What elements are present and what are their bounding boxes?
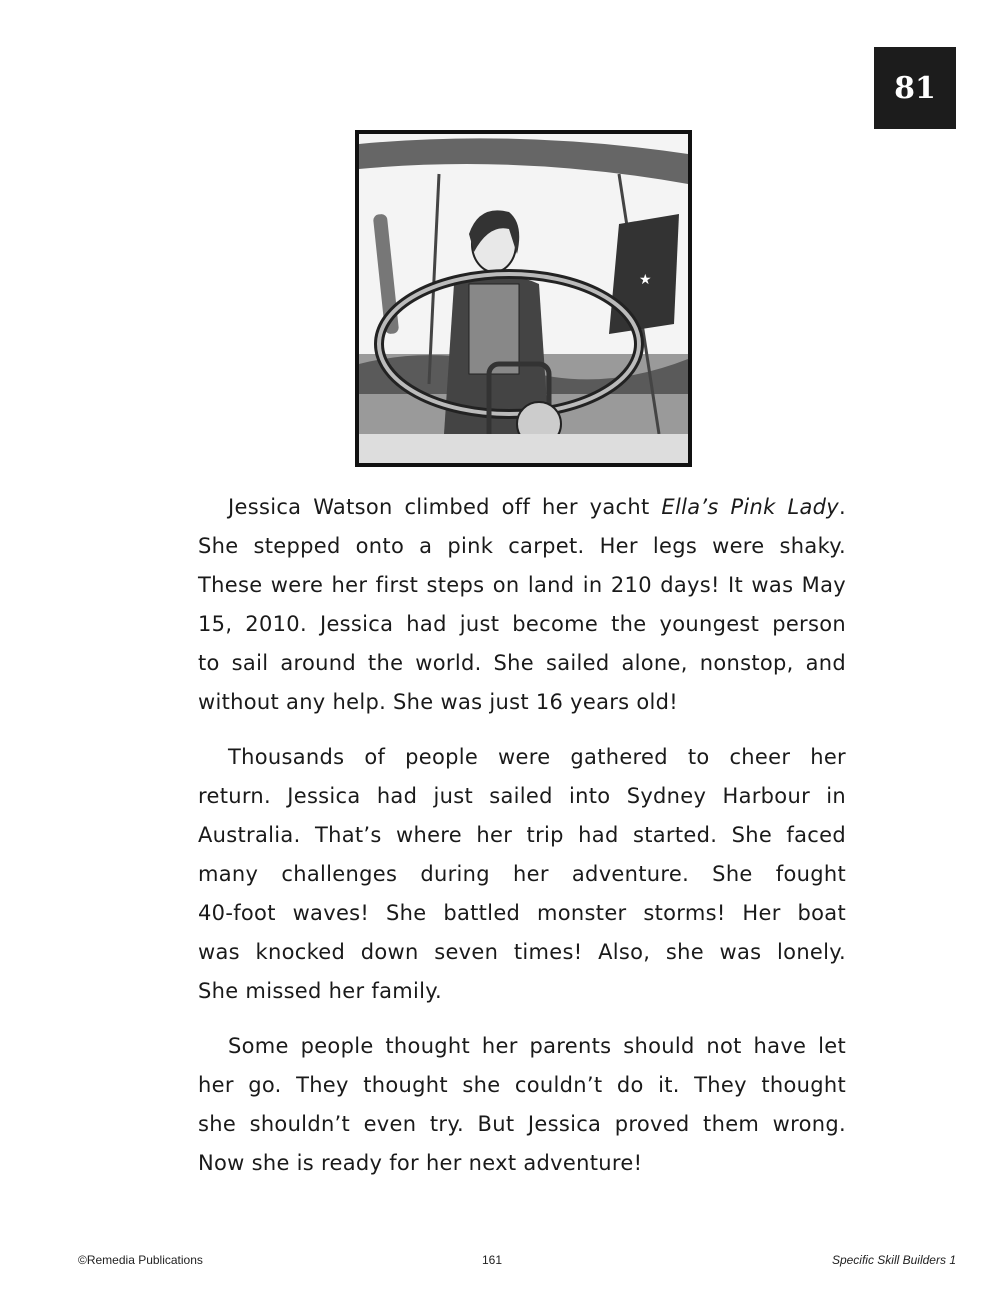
paragraph-line: she shouldn’t even try. But Jessica proved them wrong. [198,1112,846,1136]
line-text: . [839,495,846,519]
paragraph-3 [198,1027,846,1183]
paragraph-line: Some people thought her parents should not have let [228,1034,846,1058]
paragraph-line [198,488,846,527]
paragraph-line: These were her first steps on land in 210 days! It was May [198,573,846,597]
paragraph-1 [198,488,846,722]
paragraph-line: many challenges during her adventure. She fought [198,862,846,886]
paragraph-line: Thousands of people were gathered to cheer her [228,745,846,769]
footer-page-number: 161 [482,1253,503,1267]
footer-publisher: ©Remedia Publications [78,1253,203,1267]
paragraph-line: Australia. That’s where her trip had started. She faced [198,823,846,847]
paragraph-line: She missed her family. [198,979,442,1003]
illustration-drawing [359,134,688,463]
paragraph-line: She stepped onto a pink carpet. Her legs were shaky. [198,534,846,558]
paragraph-line: her go. They thought she couldn’t do it. They thought [198,1073,846,1097]
page-number-badge: 81 [874,47,956,129]
paragraph-2 [198,738,846,1011]
paragraph-line: 40-foot waves! She battled monster storms! Her boat [198,901,846,925]
line-text: Jessica Watson climbed off her yacht [228,495,662,519]
yacht-name: Ella’s Pink Lady [661,495,840,519]
paragraph-line: return. Jessica had just sailed into Sydney Harbour in [198,784,846,808]
paragraph-line: was knocked down seven times! Also, she was lonely. [198,940,846,964]
illustration-girl-at-yacht-wheel [355,130,692,467]
svg-text:★: ★ [639,272,652,288]
paragraph-line: to sail around the world. She sailed alone, nonstop, and [198,651,846,675]
paragraph-line: Now she is ready for her next adventure! [198,1151,643,1175]
paragraph-line: 15, 2010. Jessica had just become the youngest person [198,612,846,636]
paragraph-line: without any help. She was just 16 years old! [198,690,679,714]
footer-book-title: Specific Skill Builders 1 [831,1253,956,1267]
